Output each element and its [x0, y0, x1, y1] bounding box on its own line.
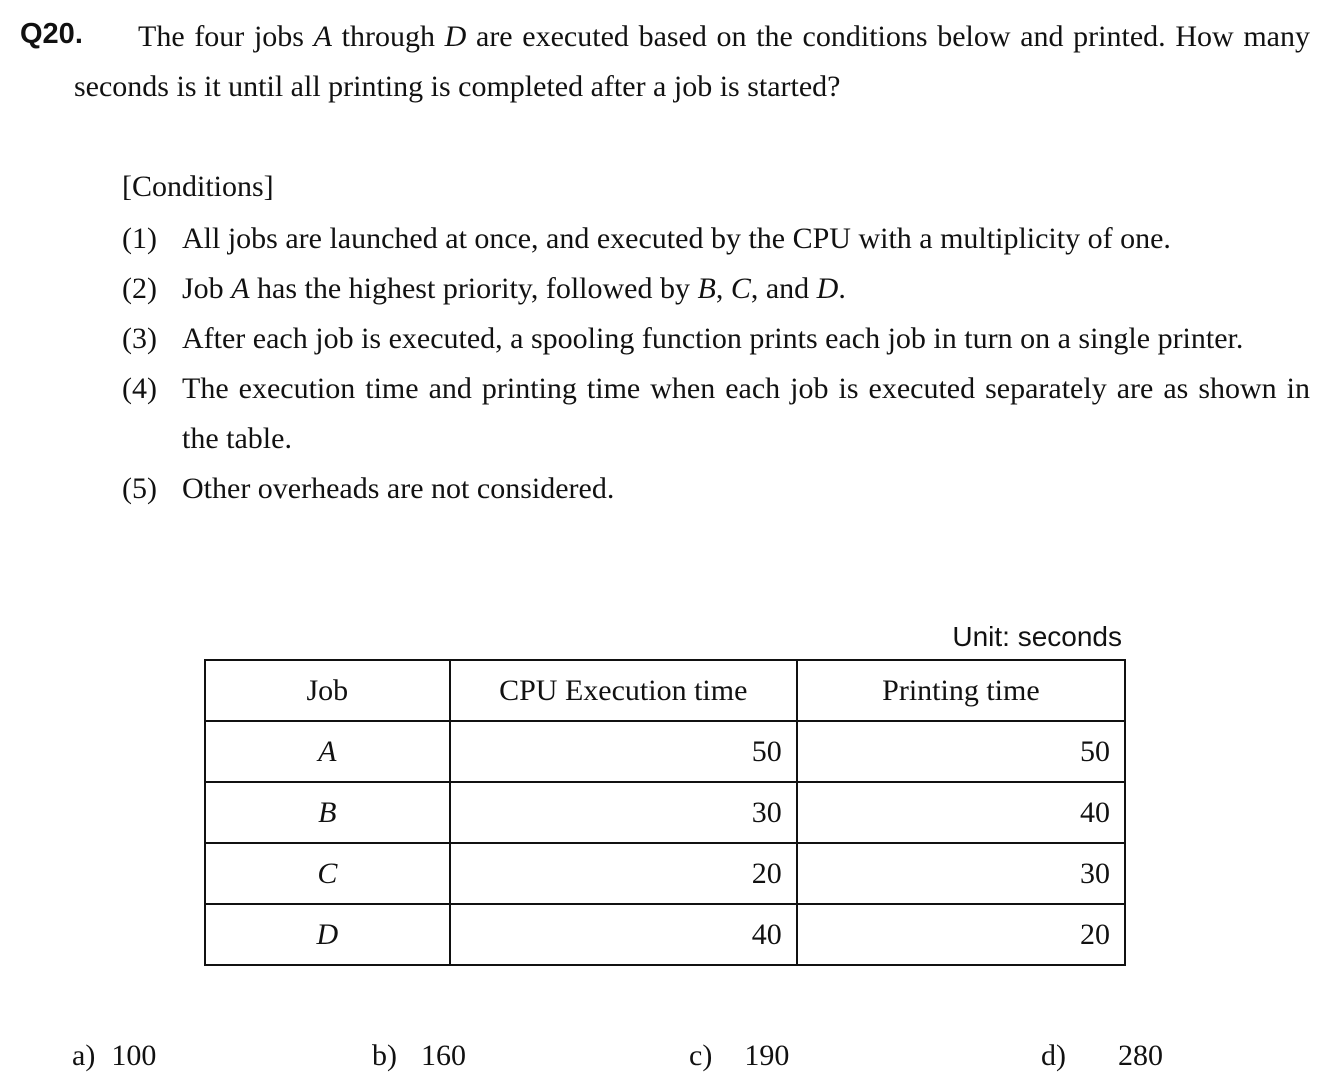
condition-text: Job [182, 272, 232, 305]
choice-value: 280 [1118, 1039, 1163, 1072]
condition-number: (3) [122, 322, 157, 355]
choice-letter: d) [1041, 1039, 1066, 1072]
choice-letter: a) [72, 1039, 96, 1072]
question-text-part: The four jobs [138, 20, 314, 53]
cell-cpu-time: 20 [450, 843, 797, 904]
choice-value: 190 [744, 1039, 790, 1072]
condition-text: All jobs are launched at once, and executed by the CPU with a multiplicity of one. [182, 222, 1171, 255]
condition-text: The execution time and printing time when each job is executed separately are as shown in the table. [182, 372, 1310, 455]
cell-print-time: 40 [797, 782, 1125, 843]
cell-job: D [205, 904, 450, 965]
conditions-heading: [Conditions] [122, 170, 274, 203]
cell-cpu-time: 50 [450, 721, 797, 782]
question-text-part: through [331, 20, 445, 53]
choice-letter: c) [689, 1039, 713, 1072]
choice-b [372, 1034, 466, 1078]
header-cpu-execution-time: CPU Execution time [450, 660, 797, 721]
table-row [205, 904, 1125, 965]
cell-print-time: 20 [797, 904, 1125, 965]
choice-letter: b) [372, 1039, 397, 1072]
condition-1 [122, 214, 1310, 264]
choice-value: 100 [111, 1039, 157, 1072]
job-table [204, 659, 1126, 966]
choice-d [1041, 1034, 1163, 1078]
condition-number: (5) [122, 472, 157, 505]
conditions-list [122, 214, 1310, 514]
question-text-part: are executed based on the conditions below and printed. How many seconds is it until all printing is completed after a job is started? [74, 20, 1310, 103]
job-ref-d: D [444, 20, 467, 53]
cell-print-time: 50 [797, 721, 1125, 782]
job-ref-b: B [697, 272, 716, 305]
condition-text: , [715, 272, 731, 305]
table-row [205, 721, 1125, 782]
header-printing-time: Printing time [797, 660, 1125, 721]
cell-job: B [205, 782, 450, 843]
condition-number: (4) [122, 372, 157, 405]
condition-text: , and [750, 272, 817, 305]
condition-3 [122, 314, 1310, 364]
cell-job: C [205, 843, 450, 904]
cell-job: A [205, 721, 450, 782]
condition-text: . [838, 272, 846, 305]
condition-number: (1) [122, 222, 157, 255]
condition-text: Other overheads are not considered. [182, 472, 615, 505]
cell-print-time: 30 [797, 843, 1125, 904]
table-row [205, 843, 1125, 904]
condition-5 [122, 464, 1310, 514]
job-ref-d: D [816, 272, 839, 305]
job-ref-c: C [730, 272, 751, 305]
table-header-row [205, 660, 1125, 721]
choice-a [72, 1034, 156, 1078]
choice-c [689, 1034, 789, 1078]
question-number: Q20. [20, 18, 83, 50]
job-ref-a: A [313, 20, 332, 53]
table-row [205, 782, 1125, 843]
cell-cpu-time: 40 [450, 904, 797, 965]
choice-value: 160 [421, 1039, 466, 1072]
condition-4 [122, 364, 1310, 464]
header-job: Job [205, 660, 450, 721]
condition-text: has the highest priority, followed by [249, 272, 698, 305]
condition-text: After each job is executed, a spooling function prints each job in turn on a single printer. [182, 322, 1244, 355]
condition-number: (2) [122, 272, 157, 305]
cell-cpu-time: 30 [450, 782, 797, 843]
condition-2 [122, 264, 1310, 314]
unit-label: Unit: seconds [952, 621, 1122, 652]
question-text [74, 12, 1310, 112]
job-ref-a: A [231, 272, 250, 305]
